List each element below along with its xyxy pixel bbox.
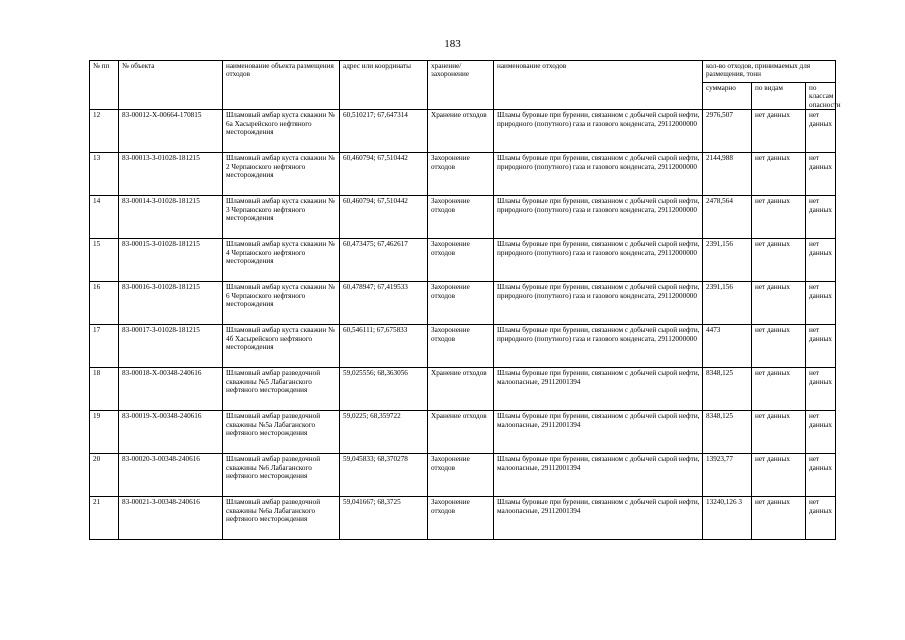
cell-object-num: 83-00013-З-01028-181215 (119, 153, 223, 196)
cell-by-type: нет данных (752, 110, 806, 153)
cell-by-class: нет данных (806, 239, 836, 282)
cell-num: 20 (90, 454, 119, 497)
cell-by-class: нет данных (806, 497, 836, 540)
cell-total: 8348,125 (703, 411, 752, 454)
cell-object-name: Шламовый амбар разведочной скважины №6 Лабаганского нефтяного месторождения (223, 454, 340, 497)
header-total: суммарно (703, 83, 752, 110)
cell-by-class: нет данных (806, 454, 836, 497)
table-row (90, 196, 836, 239)
cell-coords: 59,025556; 68,363056 (340, 368, 428, 411)
cell-object-name: Шламовый амбар куста скважин № 2 Черпаюского нефтяного месторождения (223, 153, 340, 196)
cell-total: 4473 (703, 325, 752, 368)
cell-object-num: 83-00012-Х-00664-170815 (119, 110, 223, 153)
cell-num: 19 (90, 411, 119, 454)
cell-operation: Захоронение отходов (428, 282, 494, 325)
waste-facility-table (89, 60, 841, 540)
cell-waste: Шламы буровые при бурении, связанном с добычей сырой нефти, природного (попутного) газа и газового конденсата, 29112000000 (494, 239, 703, 282)
cell-object-num: 83-00018-Х-00348-240616 (119, 368, 223, 411)
cell-operation: Хранение отходов (428, 411, 494, 454)
cell-operation: Захоронение отходов (428, 497, 494, 540)
cell-waste: Шламы буровые при бурении, связанном с добычей сырой нефти, малоопасные, 29112001394 (494, 368, 703, 411)
cell-object-name: Шламовый амбар разведочной скважины №6а Лабаганского нефтяного месторождения (223, 497, 340, 540)
header-object-num: № объекта (119, 61, 223, 110)
cell-coords: 60,473475; 67,462617 (340, 239, 428, 282)
cell-by-class: нет данных (806, 196, 836, 239)
table-body (90, 110, 836, 540)
cell-by-class: нет данных (806, 325, 836, 368)
header-quantity-group: кол-во отходов, принимаемых для размещения, тонн (703, 61, 836, 83)
cell-by-class: нет данных (806, 368, 836, 411)
cell-by-class: нет данных (806, 411, 836, 454)
cell-total: 2391,156 (703, 239, 752, 282)
cell-num: 12 (90, 110, 119, 153)
header-object-name: наименование объекта размещения отходов (223, 61, 340, 110)
cell-coords: 60,546111; 67,675833 (340, 325, 428, 368)
cell-object-num: 83-00019-Х-00348-240616 (119, 411, 223, 454)
cell-num: 17 (90, 325, 119, 368)
cell-coords: 60,460794; 67,510442 (340, 196, 428, 239)
cell-total: 8348,125 (703, 368, 752, 411)
cell-by-type: нет данных (752, 196, 806, 239)
cell-coords: 60,460794; 67,510442 (340, 153, 428, 196)
cell-operation: Захоронение отходов (428, 325, 494, 368)
cell-object-name: Шламовый амбар куста скважин № 4б Хасырейского нефтяного месторождения (223, 325, 340, 368)
cell-object-num: 83-00015-З-01028-181215 (119, 239, 223, 282)
table-row (90, 110, 836, 153)
cell-operation: Хранение отходов (428, 110, 494, 153)
cell-object-num: 83-00014-З-01028-181215 (119, 196, 223, 239)
cell-total: 2391,156 (703, 282, 752, 325)
table-row (90, 368, 836, 411)
cell-waste: Шламы буровые при бурении, связанном с добычей сырой нефти, природного (попутного) газа и газового конденсата, 29112000000 (494, 153, 703, 196)
cell-num: 14 (90, 196, 119, 239)
cell-object-name: Шламовый амбар куста скважин № 4 Черпаюского нефтяного месторождения (223, 239, 340, 282)
cell-num: 13 (90, 153, 119, 196)
cell-coords: 59,041667; 68,3725 (340, 497, 428, 540)
cell-object-name: Шламовый амбар куста скважин № 3 Черпаюского нефтяного месторождения (223, 196, 340, 239)
cell-object-num: 83-00017-З-01028-181215 (119, 325, 223, 368)
cell-waste: Шламы буровые при бурении, связанном с добычей сырой нефти, природного (попутного) газа и газового конденсата, 29112000000 (494, 282, 703, 325)
cell-coords: 59,045833; 68,370278 (340, 454, 428, 497)
cell-waste: Шламы буровые при бурении, связанном с добычей сырой нефти, природного (попутного) газа и газового конденсата, 29112000000 (494, 325, 703, 368)
cell-operation: Захоронение отходов (428, 196, 494, 239)
table-row (90, 239, 836, 282)
cell-waste: Шламы буровые при бурении, связанном с добычей сырой нефти, малоопасные, 29112001394 (494, 454, 703, 497)
cell-operation: Захоронение отходов (428, 239, 494, 282)
cell-waste: Шламы буровые при бурении, связанном с добычей сырой нефти, малоопасные, 29112001394 (494, 497, 703, 540)
cell-operation: Захоронение отходов (428, 454, 494, 497)
cell-by-type: нет данных (752, 153, 806, 196)
cell-by-type: нет данных (752, 239, 806, 282)
cell-operation: Захоронение отходов (428, 153, 494, 196)
cell-waste: Шламы буровые при бурении, связанном с добычей сырой нефти, малоопасные, 29112001394 (494, 411, 703, 454)
cell-object-name: Шламовый амбар куста скважин № 6а Хасырейского нефтяного месторождения (223, 110, 340, 153)
cell-num: 18 (90, 368, 119, 411)
cell-object-num: 83-00016-З-01028-181215 (119, 282, 223, 325)
header-waste-name: наименование отходов (494, 61, 703, 110)
page-number: 183 (444, 38, 461, 50)
cell-waste: Шламы буровые при бурении, связанном с добычей сырой нефти, природного (попутного) газа и газового конденсата, 29112000000 (494, 196, 703, 239)
cell-object-num: 83-00021-З-00348-240616 (119, 497, 223, 540)
header-by-class: по классам опасности (806, 83, 836, 110)
table-row (90, 411, 836, 454)
table-row (90, 454, 836, 497)
cell-total: 13923,77 (703, 454, 752, 497)
cell-coords: 59,0225; 68,359722 (340, 411, 428, 454)
cell-waste: Шламы буровые при бурении, связанном с добычей сырой нефти, природного (попутного) газа и газового конденсата, 29112000000 (494, 110, 703, 153)
cell-object-name: Шламовый амбар куста скважин № 6 Черпаюского нефтяного месторождения (223, 282, 340, 325)
cell-by-type: нет данных (752, 368, 806, 411)
cell-by-class: нет данных (806, 153, 836, 196)
cell-num: 16 (90, 282, 119, 325)
cell-num: 15 (90, 239, 119, 282)
cell-by-class: нет данных (806, 282, 836, 325)
cell-by-type: нет данных (752, 411, 806, 454)
cell-by-type: нет данных (752, 282, 806, 325)
cell-by-class: нет данных (806, 110, 836, 153)
cell-object-name: Шламовый амбар разведочной скважины №5 Лабаганского нефтяного месторождения (223, 368, 340, 411)
cell-object-num: 83-00020-З-00348-240616 (119, 454, 223, 497)
table-row (90, 497, 836, 540)
cell-total: 2478,564 (703, 196, 752, 239)
cell-num: 21 (90, 497, 119, 540)
table-row (90, 282, 836, 325)
cell-operation: Хранение отходов (428, 368, 494, 411)
cell-total: 13240,126 3 (703, 497, 752, 540)
cell-coords: 60,510217; 67,647314 (340, 110, 428, 153)
cell-coords: 60,478947; 67,419533 (340, 282, 428, 325)
cell-by-type: нет данных (752, 454, 806, 497)
cell-total: 2976,507 (703, 110, 752, 153)
table-row (90, 325, 836, 368)
table-header (90, 61, 841, 110)
header-num: № пп (90, 61, 119, 110)
table-row (90, 153, 836, 196)
cell-object-name: Шламовый амбар разведочной скважины №5а Лабаганского нефтяного месторождения (223, 411, 340, 454)
header-operation: хранение/захоронение (428, 61, 494, 110)
header-address: адрес или координаты (340, 61, 428, 110)
header-by-type: по видам (752, 83, 806, 110)
cell-by-type: нет данных (752, 325, 806, 368)
cell-by-type: нет данных (752, 497, 806, 540)
cell-total: 2144,988 (703, 153, 752, 196)
